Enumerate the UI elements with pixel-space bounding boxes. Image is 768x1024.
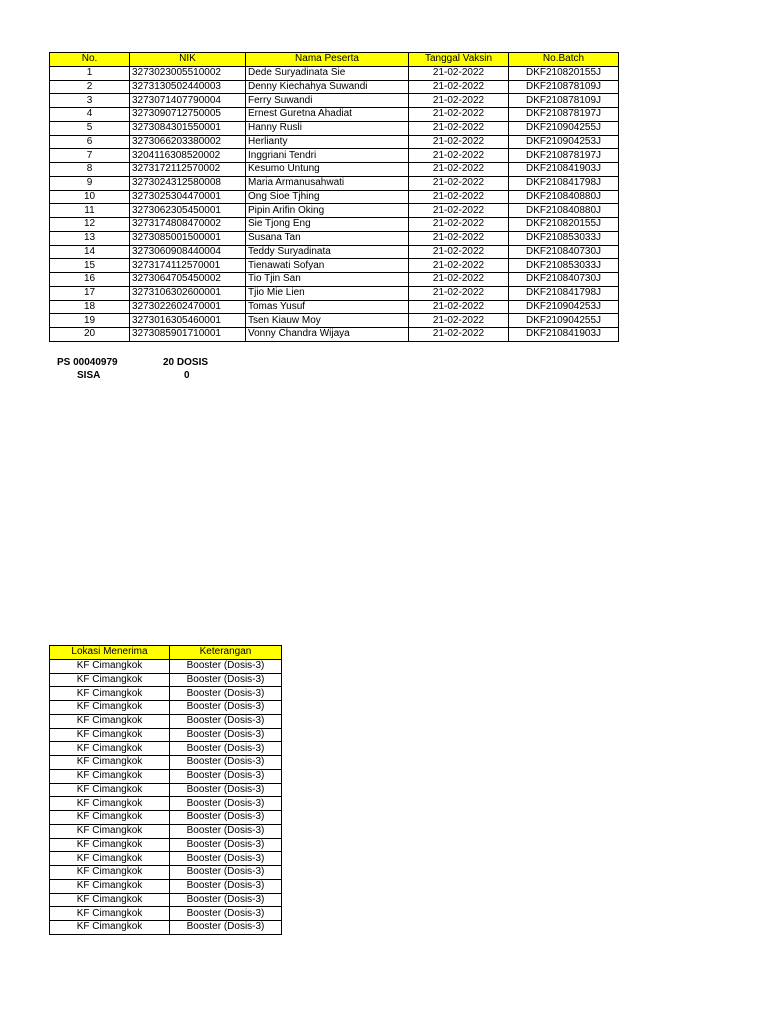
cell-tanggal-vaksin: 21-02-2022 xyxy=(409,218,509,232)
cell-no-batch: DKF210840880J xyxy=(509,190,619,204)
header-lokasi-menerima: Lokasi Menerima xyxy=(50,646,170,660)
cell-nik: 3273060908440004 xyxy=(130,245,246,259)
cell-keterangan: Booster (Dosis-3) xyxy=(170,728,282,742)
cell-lokasi-menerima: KF Cimangkok xyxy=(50,769,170,783)
cell-no-batch: DKF210904253J xyxy=(509,300,619,314)
cell-lokasi-menerima: KF Cimangkok xyxy=(50,783,170,797)
cell-no-batch: DKF210904255J xyxy=(509,314,619,328)
table-row xyxy=(50,286,619,300)
cell-nama-peserta: Dede Suryadinata Sie xyxy=(246,66,409,80)
table-row xyxy=(50,728,282,742)
table-row xyxy=(50,921,282,935)
table-row xyxy=(50,149,619,163)
second-table-body xyxy=(50,659,282,934)
cell-tanggal-vaksin: 21-02-2022 xyxy=(409,245,509,259)
table-row xyxy=(50,135,619,149)
header-keterangan: Keterangan xyxy=(170,646,282,660)
cell-no: 10 xyxy=(50,190,130,204)
cell-nik: 3273085001500001 xyxy=(130,231,246,245)
table-row xyxy=(50,163,619,177)
table-row xyxy=(50,866,282,880)
cell-no-batch: DKF210904255J xyxy=(509,121,619,135)
cell-tanggal-vaksin: 21-02-2022 xyxy=(409,135,509,149)
cell-tanggal-vaksin: 21-02-2022 xyxy=(409,259,509,273)
cell-keterangan: Booster (Dosis-3) xyxy=(170,811,282,825)
cell-nik: 3273085901710001 xyxy=(130,328,246,342)
table-row xyxy=(50,852,282,866)
cell-no-batch: DKF210878197J xyxy=(509,149,619,163)
header-nik: NIK xyxy=(130,53,246,67)
table-row xyxy=(50,66,619,80)
cell-lokasi-menerima: KF Cimangkok xyxy=(50,907,170,921)
table-row xyxy=(50,204,619,218)
cell-keterangan: Booster (Dosis-3) xyxy=(170,879,282,893)
header-no: No. xyxy=(50,53,130,67)
table-row xyxy=(50,300,619,314)
cell-lokasi-menerima: KF Cimangkok xyxy=(50,824,170,838)
table-row xyxy=(50,687,282,701)
cell-no-batch: DKF210820155J xyxy=(509,66,619,80)
cell-tanggal-vaksin: 21-02-2022 xyxy=(409,94,509,108)
cell-lokasi-menerima: KF Cimangkok xyxy=(50,852,170,866)
table-row xyxy=(50,659,282,673)
cell-no: 20 xyxy=(50,328,130,342)
cell-nik: 3273062305450001 xyxy=(130,204,246,218)
cell-lokasi-menerima: KF Cimangkok xyxy=(50,866,170,880)
cell-nik: 3273106302600001 xyxy=(130,286,246,300)
cell-keterangan: Booster (Dosis-3) xyxy=(170,659,282,673)
sisa-label: SISA xyxy=(77,370,101,381)
cell-lokasi-menerima: KF Cimangkok xyxy=(50,838,170,852)
sisa-value: 0 xyxy=(184,370,190,381)
cell-lokasi-menerima: KF Cimangkok xyxy=(50,797,170,811)
cell-keterangan: Booster (Dosis-3) xyxy=(170,769,282,783)
cell-keterangan: Booster (Dosis-3) xyxy=(170,921,282,935)
table-row xyxy=(50,824,282,838)
cell-tanggal-vaksin: 21-02-2022 xyxy=(409,314,509,328)
cell-lokasi-menerima: KF Cimangkok xyxy=(50,742,170,756)
vaccination-participants-table xyxy=(49,52,619,342)
cell-keterangan: Booster (Dosis-3) xyxy=(170,687,282,701)
header-nama-peserta: Nama Peserta xyxy=(246,53,409,67)
cell-no-batch: DKF210841798J xyxy=(509,176,619,190)
cell-no: 16 xyxy=(50,273,130,287)
cell-tanggal-vaksin: 21-02-2022 xyxy=(409,286,509,300)
cell-no: 19 xyxy=(50,314,130,328)
table-row xyxy=(50,176,619,190)
table-row xyxy=(50,190,619,204)
table-header-row xyxy=(50,646,282,660)
cell-tanggal-vaksin: 21-02-2022 xyxy=(409,190,509,204)
cell-tanggal-vaksin: 21-02-2022 xyxy=(409,204,509,218)
cell-nik: 3273172112570002 xyxy=(130,163,246,177)
table-row xyxy=(50,314,619,328)
cell-nik: 3273024312580008 xyxy=(130,176,246,190)
cell-no-batch: DKF210840730J xyxy=(509,273,619,287)
cell-no-batch: DKF210853033J xyxy=(509,231,619,245)
cell-keterangan: Booster (Dosis-3) xyxy=(170,866,282,880)
cell-nama-peserta: Tjio Mie Lien xyxy=(246,286,409,300)
cell-keterangan: Booster (Dosis-3) xyxy=(170,783,282,797)
cell-no-batch: DKF210841798J xyxy=(509,286,619,300)
cell-keterangan: Booster (Dosis-3) xyxy=(170,797,282,811)
cell-nik: 3204116308520002 xyxy=(130,149,246,163)
cell-nik: 3273130502440003 xyxy=(130,80,246,94)
cell-tanggal-vaksin: 21-02-2022 xyxy=(409,66,509,80)
cell-no: 18 xyxy=(50,300,130,314)
table-row xyxy=(50,259,619,273)
cell-keterangan: Booster (Dosis-3) xyxy=(170,701,282,715)
cell-nik: 3273066203380002 xyxy=(130,135,246,149)
table-row xyxy=(50,245,619,259)
cell-no-batch: DKF210840730J xyxy=(509,245,619,259)
cell-nama-peserta: Maria Armanusahwati xyxy=(246,176,409,190)
cell-tanggal-vaksin: 21-02-2022 xyxy=(409,176,509,190)
cell-no-batch: DKF210853033J xyxy=(509,259,619,273)
table-row xyxy=(50,328,619,342)
table-row xyxy=(50,108,619,122)
cell-keterangan: Booster (Dosis-3) xyxy=(170,838,282,852)
cell-keterangan: Booster (Dosis-3) xyxy=(170,824,282,838)
dosis-label: 20 DOSIS xyxy=(163,357,209,368)
cell-lokasi-menerima: KF Cimangkok xyxy=(50,756,170,770)
cell-tanggal-vaksin: 21-02-2022 xyxy=(409,149,509,163)
cell-no: 17 xyxy=(50,286,130,300)
table-row xyxy=(50,121,619,135)
header-tanggal-vaksin: Tanggal Vaksin xyxy=(409,53,509,67)
table-row xyxy=(50,218,619,232)
cell-no-batch: DKF210878197J xyxy=(509,108,619,122)
table-row xyxy=(50,756,282,770)
cell-no-batch: DKF210841903J xyxy=(509,328,619,342)
table-row xyxy=(50,231,619,245)
cell-tanggal-vaksin: 21-02-2022 xyxy=(409,231,509,245)
table-row xyxy=(50,907,282,921)
cell-no: 7 xyxy=(50,149,130,163)
cell-tanggal-vaksin: 21-02-2022 xyxy=(409,300,509,314)
table-row xyxy=(50,701,282,715)
cell-no-batch: DKF210904253J xyxy=(509,135,619,149)
cell-nik: 3273023005510002 xyxy=(130,66,246,80)
table-row xyxy=(50,80,619,94)
table-row xyxy=(50,94,619,108)
cell-no: 12 xyxy=(50,218,130,232)
cell-nik: 3273090712750005 xyxy=(130,108,246,122)
cell-no-batch: DKF210878109J xyxy=(509,94,619,108)
cell-no-batch: DKF210820155J xyxy=(509,218,619,232)
cell-lokasi-menerima: KF Cimangkok xyxy=(50,714,170,728)
cell-keterangan: Booster (Dosis-3) xyxy=(170,756,282,770)
table-row xyxy=(50,797,282,811)
cell-keterangan: Booster (Dosis-3) xyxy=(170,673,282,687)
cell-tanggal-vaksin: 21-02-2022 xyxy=(409,108,509,122)
cell-no-batch: DKF210878109J xyxy=(509,80,619,94)
cell-nama-peserta: Ernest Guretna Ahadiat xyxy=(246,108,409,122)
main-table-body xyxy=(50,66,619,341)
table-row xyxy=(50,742,282,756)
cell-no-batch: DKF210841903J xyxy=(509,163,619,177)
table-row xyxy=(50,769,282,783)
cell-nama-peserta: Sie Tjong Eng xyxy=(246,218,409,232)
cell-nama-peserta: Teddy Suryadinata xyxy=(246,245,409,259)
cell-nama-peserta: Ong Sioe Tjhing xyxy=(246,190,409,204)
table-row xyxy=(50,714,282,728)
cell-no: 4 xyxy=(50,108,130,122)
cell-tanggal-vaksin: 21-02-2022 xyxy=(409,121,509,135)
cell-tanggal-vaksin: 21-02-2022 xyxy=(409,163,509,177)
cell-nama-peserta: Tsen Kiauw Moy xyxy=(246,314,409,328)
cell-nama-peserta: Tienawati Sofyan xyxy=(246,259,409,273)
cell-nik: 3273071407790004 xyxy=(130,94,246,108)
table-row xyxy=(50,879,282,893)
cell-keterangan: Booster (Dosis-3) xyxy=(170,742,282,756)
cell-tanggal-vaksin: 21-02-2022 xyxy=(409,80,509,94)
cell-no: 1 xyxy=(50,66,130,80)
cell-lokasi-menerima: KF Cimangkok xyxy=(50,893,170,907)
cell-no: 2 xyxy=(50,80,130,94)
cell-nik: 3273016305460001 xyxy=(130,314,246,328)
ps-label: PS 00040979 xyxy=(57,357,118,368)
cell-tanggal-vaksin: 21-02-2022 xyxy=(409,328,509,342)
cell-nik: 3273025304470001 xyxy=(130,190,246,204)
table-row xyxy=(50,673,282,687)
cell-nama-peserta: Pipin Arifin Oking xyxy=(246,204,409,218)
cell-no: 3 xyxy=(50,94,130,108)
cell-keterangan: Booster (Dosis-3) xyxy=(170,852,282,866)
cell-nik: 3273022602470001 xyxy=(130,300,246,314)
cell-no: 15 xyxy=(50,259,130,273)
cell-nama-peserta: Herlianty xyxy=(246,135,409,149)
cell-nama-peserta: Vonny Chandra Wijaya xyxy=(246,328,409,342)
cell-no: 13 xyxy=(50,231,130,245)
cell-no: 14 xyxy=(50,245,130,259)
cell-keterangan: Booster (Dosis-3) xyxy=(170,893,282,907)
cell-lokasi-menerima: KF Cimangkok xyxy=(50,687,170,701)
table-row xyxy=(50,838,282,852)
header-no-batch: No.Batch xyxy=(509,53,619,67)
cell-nik: 3273174112570001 xyxy=(130,259,246,273)
cell-lokasi-menerima: KF Cimangkok xyxy=(50,659,170,673)
location-remarks-table xyxy=(49,645,282,935)
cell-nik: 3273174808470002 xyxy=(130,218,246,232)
cell-no: 9 xyxy=(50,176,130,190)
cell-nama-peserta: Tomas Yusuf xyxy=(246,300,409,314)
cell-keterangan: Booster (Dosis-3) xyxy=(170,907,282,921)
cell-nama-peserta: Susana Tan xyxy=(246,231,409,245)
table-row xyxy=(50,811,282,825)
cell-lokasi-menerima: KF Cimangkok xyxy=(50,921,170,935)
cell-keterangan: Booster (Dosis-3) xyxy=(170,714,282,728)
cell-nik: 3273064705450002 xyxy=(130,273,246,287)
cell-nik: 3273084301550001 xyxy=(130,121,246,135)
cell-lokasi-menerima: KF Cimangkok xyxy=(50,728,170,742)
cell-lokasi-menerima: KF Cimangkok xyxy=(50,811,170,825)
table-row xyxy=(50,893,282,907)
cell-nama-peserta: Tio Tjin San xyxy=(246,273,409,287)
cell-no: 11 xyxy=(50,204,130,218)
cell-no: 6 xyxy=(50,135,130,149)
cell-nama-peserta: Ferry Suwandi xyxy=(246,94,409,108)
cell-nama-peserta: Kesumo Untung xyxy=(246,163,409,177)
table-row xyxy=(50,273,619,287)
cell-lokasi-menerima: KF Cimangkok xyxy=(50,701,170,715)
cell-tanggal-vaksin: 21-02-2022 xyxy=(409,273,509,287)
cell-lokasi-menerima: KF Cimangkok xyxy=(50,879,170,893)
cell-no: 8 xyxy=(50,163,130,177)
cell-no-batch: DKF210840880J xyxy=(509,204,619,218)
cell-lokasi-menerima: KF Cimangkok xyxy=(50,673,170,687)
table-row xyxy=(50,783,282,797)
table-header-row xyxy=(50,53,619,67)
cell-nama-peserta: Inggriani Tendri xyxy=(246,149,409,163)
cell-no: 5 xyxy=(50,121,130,135)
cell-nama-peserta: Hanny Rusli xyxy=(246,121,409,135)
cell-nama-peserta: Denny Kiechahya Suwandi xyxy=(246,80,409,94)
